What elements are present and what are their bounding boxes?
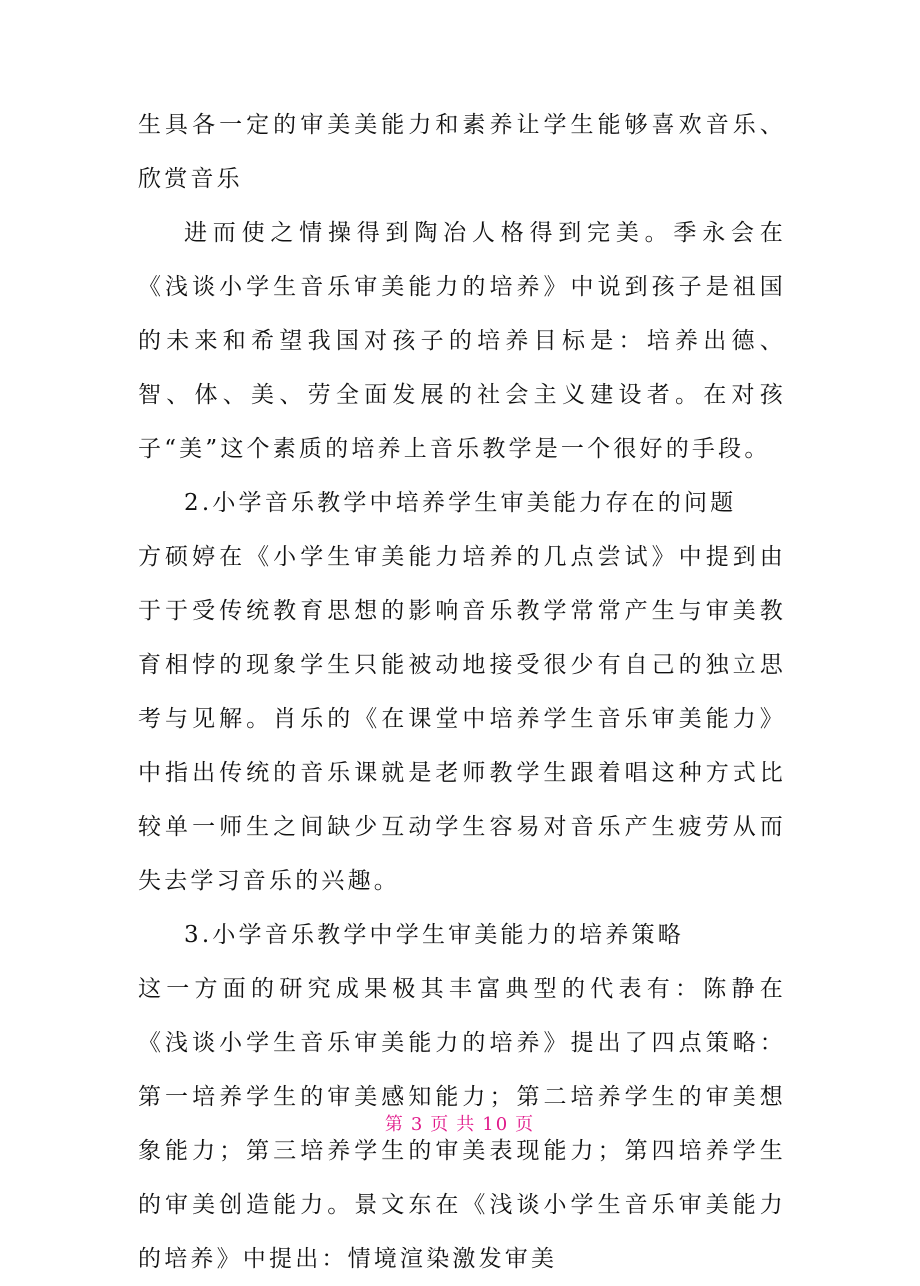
paragraph-3: 方硕婷在《小学生审美能力培养的几点尝试》中提到由于于受传统教育思想的影响音乐教学常常产生与审美教育相悖的现象学生只能被动地接受很少有自己的独立思考与见解。肖乐的《在课堂中培养学生音乐审美能力》中指出传统的音乐课就是老师教学生跟着唱这种方式比较单一师生之间缺少互动学生容易对音乐产生疲劳从而失去学习音乐的兴趣。: [138, 544, 786, 894]
footer-total-prefix: 共: [456, 1114, 477, 1135]
paragraph-1: 生具各一定的审美美能力和素养让学生能够喜欢音乐、欣赏音乐: [138, 112, 786, 192]
footer-prefix: 第: [384, 1114, 405, 1135]
footer-total-pages: 10: [482, 1114, 510, 1135]
section-heading-2: 2.小学音乐教学中培养学生审美能力存在的问题: [184, 490, 737, 516]
paragraph-2: 进而使之情操得到陶冶人格得到完美。季永会在《浅谈小学生音乐审美能力的培养》中说到孩子是祖国的未来和希望我国对孩子的培养目标是：培养出德、智、体、美、劳全面发展的社会主义建设者。在对孩子“美”这个素质的培养上音乐教学是一个很好的手段。: [138, 220, 786, 462]
footer-suffix: 页: [515, 1114, 536, 1135]
document-body: [138, 98, 786, 1286]
page-footer: [0, 1112, 920, 1138]
paragraph-4: 这一方面的研究成果极其丰富典型的代表有：陈静在《浅谈小学生音乐审美能力的培养》提出了四点策略：第一培养学生的审美感知能力；第二培养学生的审美想象能力；第三培养学生的审美表现能力；第四培养学生的审美创造能力。景文东在《浅谈小学生音乐审美能力的培养》中提出：情境渲染激发审美: [138, 976, 786, 1272]
footer-current-page: 3: [410, 1114, 425, 1135]
section-heading-3: 3.小学音乐教学中学生审美能力的培养策略: [184, 922, 684, 948]
footer-page-word: 页: [430, 1114, 451, 1135]
